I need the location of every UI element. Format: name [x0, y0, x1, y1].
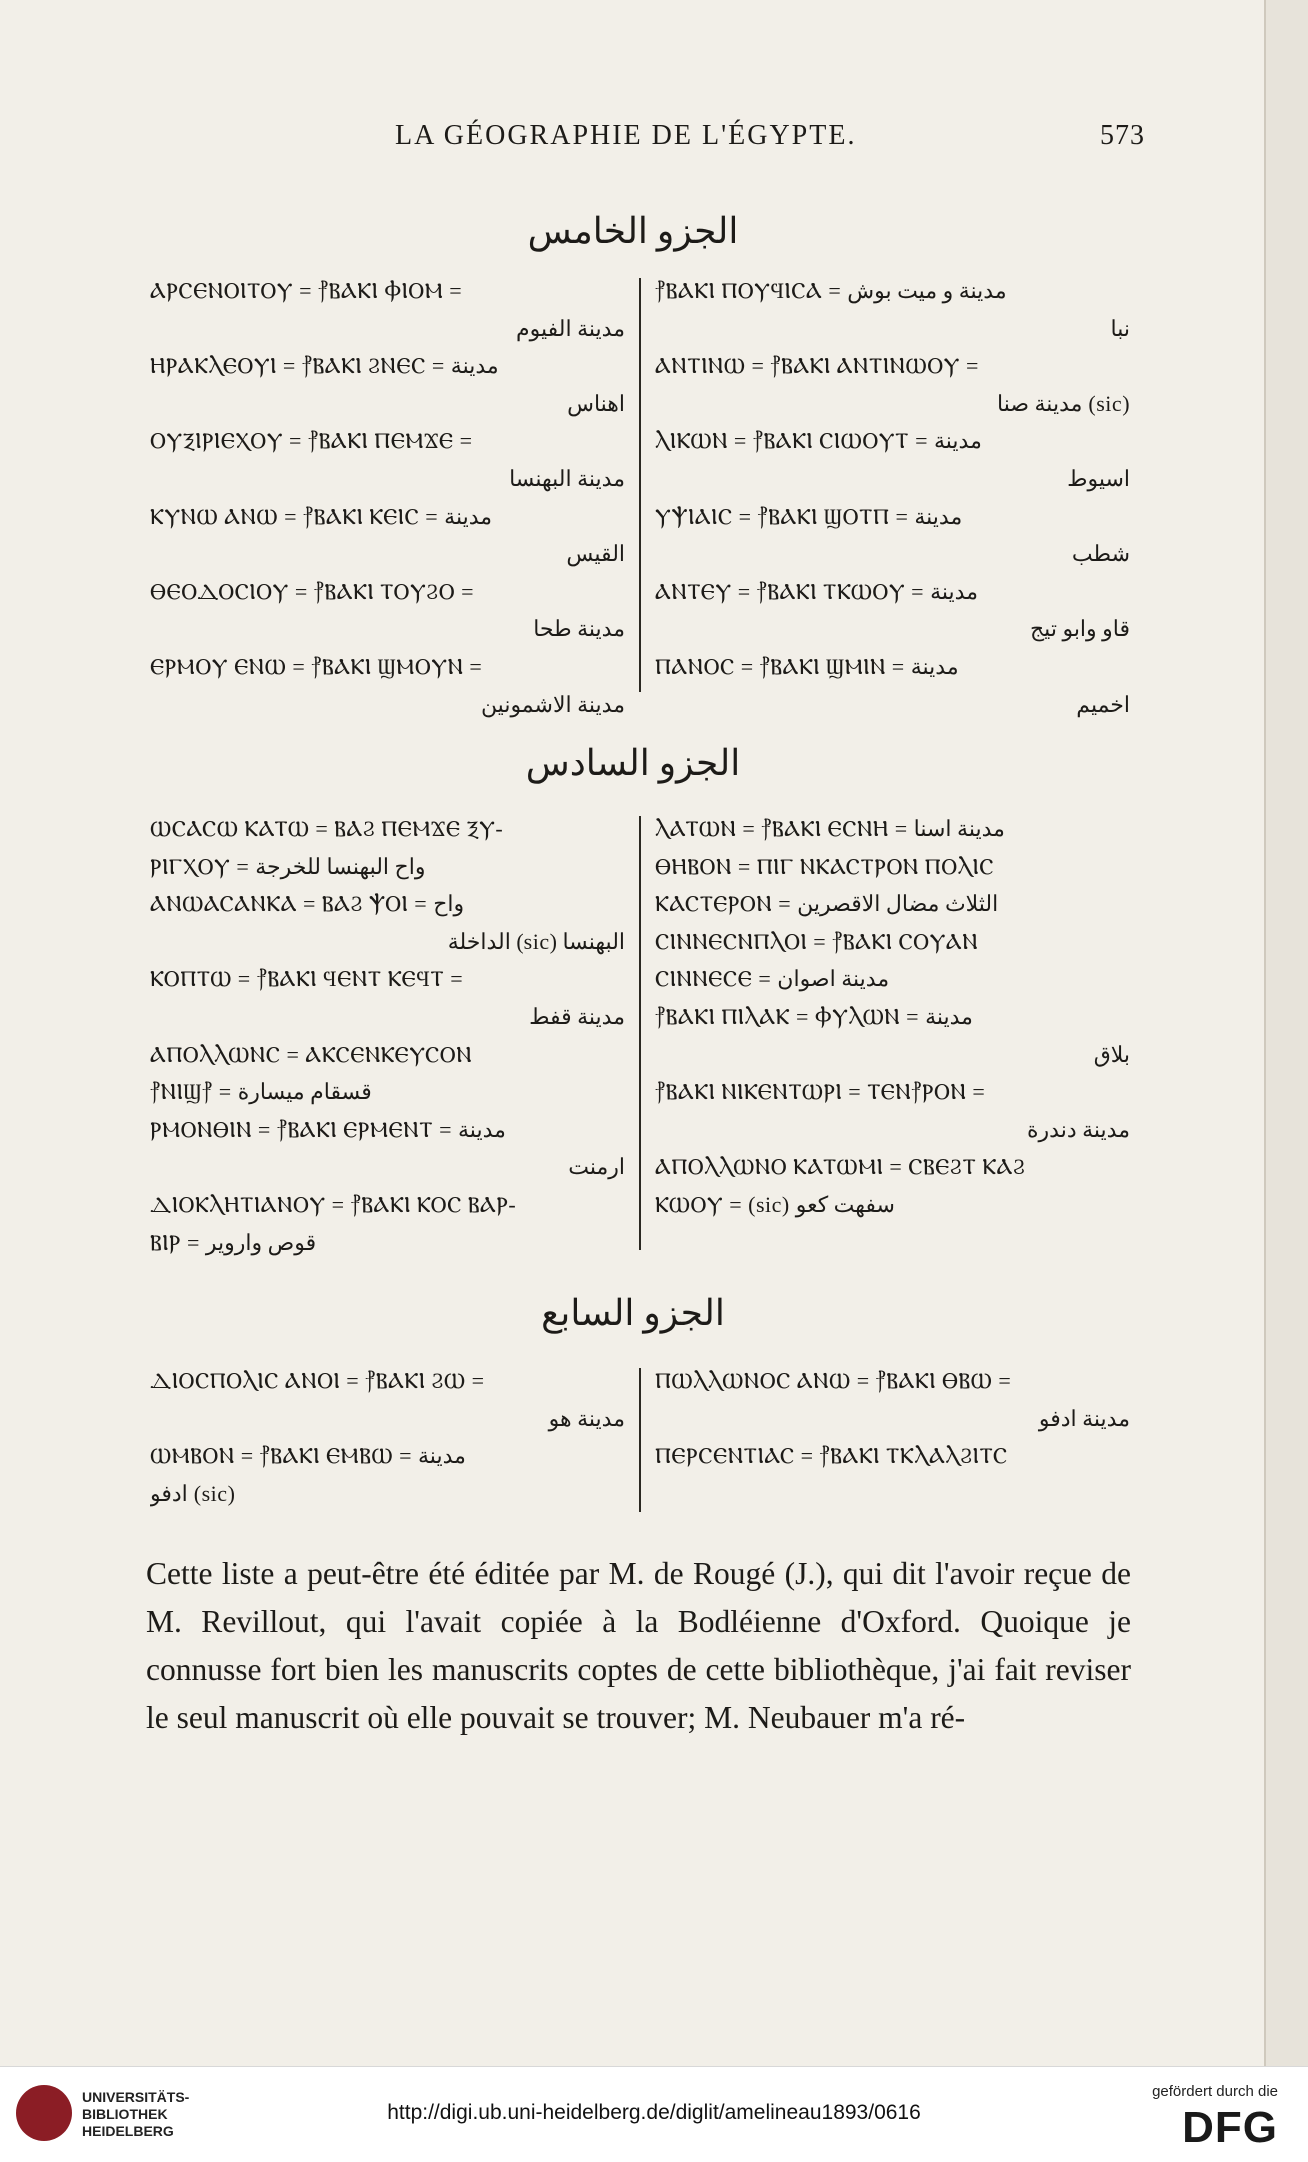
section-5-table	[150, 272, 1131, 717]
entry-line: ⳨ⲂⲀⲔⲒ ⲠⲒⲖⲀⲔ = ⲪⲨⲖⲰⲚ = مدينة	[655, 1003, 973, 1029]
entry-line: ⲖⲀⲦⲰⲚ = ⳨ⲂⲀⲔⲒ ⲈⲤⲚⲎ = مدينة اسنا	[655, 816, 1005, 841]
section-6-left-column	[150, 810, 639, 1255]
entry-line: مدينة هو	[548, 1405, 626, 1431]
entry-line: ⲆⲒⲞⲔⲖⲎⲦⲒⲀⲚⲞⲨ = ⳨ⲂⲀⲔⲒ ⲔⲞⲤ ⲂⲀⲢ-	[150, 1191, 517, 1217]
page-edge	[1264, 0, 1308, 2066]
viewer-footer	[0, 2066, 1308, 2162]
funder-label: gefördert durch die	[1152, 2083, 1278, 2100]
section-5-left-column	[150, 272, 639, 717]
entry-line: القيس	[566, 541, 626, 567]
entry-line: ⲔⲨⲚⲰ ⲀⲚⲰ = ⳨ⲂⲀⲔⲒ ⲔⲈⲒⲤ = مدينة	[150, 503, 493, 529]
entry-line: ⲐⲎⲂⲞⲚ = ⲠⲒⲄ ⲚⲔⲀⲤⲦⲢⲞⲚ ⲠⲞⲖⲒⲤ	[655, 853, 994, 879]
entry-line: مدينة طحا	[533, 616, 626, 642]
entry-line: ⲞⲨⲜⲒⲢⲒⲈⲬⲞⲨ = ⳨ⲂⲀⲔⲒ ⲠⲈⲘϪⲈ =	[150, 428, 473, 454]
entry-line: ⲤⲒⲚⲚⲈⲤⲚⲠⲖⲞⲒ = ⳨ⲂⲀⲔⲒ ⲤⲞⲨⲀⲚ	[655, 928, 979, 954]
section-6-table	[150, 810, 1131, 1255]
entry-line: ⲔⲞⲠⲦⲰ = ⳨ⲂⲀⲔⲒ ϤⲈⲚⲦ ⲔⲈϤⲦ =	[150, 966, 464, 992]
entry-line: ⲤⲒⲚⲚⲈⲤⲈ = مدينة اصوان	[655, 966, 890, 992]
entry-line: ⲢⲘⲞⲚⲐⲒⲚ = ⳨ⲂⲀⲔⲒ ⲈⲢⲘⲈⲚⲦ = مدينة	[150, 1116, 506, 1142]
entry-line: ⲖⲒⲔⲰⲚ = ⳨ⲂⲀⲔⲒ ⲤⲒⲰⲞⲨⲦ = مدينة	[655, 428, 982, 454]
entry-line: ⲠⲈⲢⲤⲈⲚⲦⲒⲀⲤ = ⳨ⲂⲀⲔⲒ ⲦⲔⲖⲀⲖϨⲒⲦⲤ	[655, 1443, 1008, 1469]
section-title-6: الجزو السادس	[525, 743, 741, 783]
entry-line: نبا	[1110, 315, 1131, 341]
entry-line: ⲎⲢⲀⲔⲖⲈⲞⲨⲒ = ⳨ⲂⲀⲔⲒ ϨⲚⲈⲤ = مدينة	[150, 353, 499, 379]
entry-line: (sic) مدينة صنا	[996, 390, 1131, 416]
entry-line: البهنسا (sic) الداخلة	[447, 928, 626, 954]
entry-line: ارمنت	[568, 1154, 626, 1180]
entry-line: ⲀⲢⲤⲈⲚⲞⲒⲦⲞⲨ = ⳨ⲂⲀⲔⲒ ⲪⲒⲞⲘ =	[150, 278, 463, 303]
permalink-url[interactable]: http://digi.ub.uni-heidelberg.de/diglit/amelineau1893/0616	[387, 2101, 921, 2124]
section-7-left-column	[150, 1362, 639, 1512]
entry-line: ⲀⲚⲦⲈⲨ = ⳨ⲂⲀⲔⲒ ⲦⲔⲰⲞⲨ = مدينة	[655, 578, 978, 604]
entry-line: ⲨⲮⲒⲀⲒⲤ = ⳨ⲂⲀⲔⲒ ϢⲞⲦⲠ = مدينة	[655, 503, 963, 529]
entry-line: ⲀⲠⲞⲖⲖⲰⲚⲞ ⲔⲀⲦⲰⲘⲒ = ⲤⲂⲈϨⲦ ⲔⲀϨ	[655, 1154, 1026, 1180]
entry-line: مدينة الاشمونين	[480, 691, 626, 717]
entry-line: ⲀⲚⲦⲒⲚⲰ = ⳨ⲂⲀⲔⲒ ⲀⲚⲦⲒⲚⲰⲞⲨ =	[655, 353, 979, 379]
section-7-right-column	[641, 1362, 1130, 1512]
entry-line: قاو وابو تيج	[1029, 616, 1131, 642]
entry-line: ⲀⲠⲞⲖⲖⲰⲚⲤ = ⲀⲔⲤⲈⲚⲔⲈⲨⲤⲞⲚ	[150, 1041, 473, 1067]
section-title-7: الجزو السابع	[541, 1293, 725, 1333]
section-6-right-column	[641, 810, 1130, 1250]
entry-line: شطب	[1071, 541, 1131, 567]
entry-line: ⲠⲰⲖⲖⲰⲚⲞⲤ ⲀⲚⲰ = ⳨ⲂⲀⲔⲒ ⲐⲂⲰ =	[655, 1368, 1012, 1393]
entry-line: ⲠⲀⲚⲞⲤ = ⳨ⲂⲀⲔⲒ ϢⲘⲒⲚ = مدينة	[655, 653, 959, 679]
entry-line: ⲀⲚⲰⲀⲤⲀⲚⲔⲀ = ⲂⲀϨ ⲮⲞⲒ = واح	[150, 891, 465, 917]
entry-line: مدينة قفط	[529, 1003, 626, 1029]
entry-line: (sic) ادفو	[150, 1480, 236, 1506]
entry-line: ⳨ⲂⲀⲔⲒ ⲠⲞⲨϤⲒⲤⲀ = مدينة و ميت بوش	[655, 278, 1007, 303]
entry-line: ⲰⲘⲂⲞⲚ = ⳨ⲂⲀⲔⲒ ⲈⲘⲂⲰ = مدينة	[150, 1443, 466, 1469]
entry-line: مدينة ادفو	[1038, 1405, 1131, 1431]
section-5-right-column	[641, 272, 1131, 717]
entry-line: بلاق	[1093, 1041, 1131, 1067]
entry-line: ⲢⲒⲄⲬⲞⲨ = واح البهنسا للخرجة	[150, 853, 426, 879]
entry-line: ⳨ⲂⲀⲔⲒ ⲚⲒⲔⲈⲚⲦⲰⲢⲒ = ⲦⲈⲚ⳨ⲢⲞⲚ =	[655, 1079, 986, 1105]
entry-line: اهناس	[567, 390, 626, 416]
entry-line: ⲂⲒⲢ = قوص واروير	[150, 1229, 317, 1255]
section-7-table	[150, 1362, 1130, 1512]
entry-line: مدينة البهنسا	[509, 465, 626, 491]
institution-name: UNIVERSITÄTS- BIBLIOTHEK HEIDELBERG	[82, 2089, 190, 2139]
entry-line: اسيوط	[1067, 465, 1131, 491]
entry-line: ⲔⲀⲤⲦⲈⲢⲞⲚ = الثلاث مضال الاقصرين	[655, 891, 999, 917]
entry-line: مدينة دندرة	[1027, 1116, 1131, 1142]
page-number: 573	[1100, 120, 1145, 151]
entry-line: ⲈⲢⲘⲞⲨ ⲈⲚⲰ = ⳨ⲂⲀⲔⲒ ϢⲘⲞⲨⲚ =	[150, 653, 483, 679]
body-paragraph: Cette liste a peut-être été éditée par M. de Rougé (J.), qui dit l'avoir reçue de M. Revillout, qui l'avait copiée à la Bodléienne d'Oxford. Quoique je connusse fort bien les manuscrits coptes de cette bibliothèque, j'ai fait reviser le seul manuscrit où elle pouvait se trouver; M. Neubauer m'a ré-	[146, 1556, 1131, 1735]
section-title-5: الجزو الخامس	[527, 211, 739, 251]
entry-line: اخميم	[1076, 691, 1131, 717]
entry-line: مدينة الفيوم	[516, 315, 626, 341]
running-header	[395, 120, 1145, 152]
entry-line: ⲐⲈⲞⲆⲞⲤⲒⲞⲨ = ⳨ⲂⲀⲔⲒ ⲦⲞⲨϨⲞ =	[150, 578, 475, 604]
header-title: LA GÉOGRAPHIE DE L'ÉGYPTE.	[395, 120, 857, 151]
entry-line: ⳨ⲚⲒϢ⳨ = قسقام ميسارة	[150, 1079, 372, 1105]
entry-line: ⲔⲰⲞⲨ = (sic) سفهت كعو	[655, 1191, 895, 1217]
entry-line: ⲰⲤⲀⲤⲰ ⲔⲀⲦⲰ = ⲂⲀϨ ⲠⲈⲘϪⲈ ⲜⲨ-	[150, 816, 504, 841]
entry-line: ⲆⲒⲞⲤⲠⲞⲖⲒⲤ ⲀⲚⲞⲒ = ⳨ⲂⲀⲔⲒ ϨⲰ =	[150, 1368, 485, 1393]
dfg-logo: DFG	[1182, 2103, 1278, 2152]
